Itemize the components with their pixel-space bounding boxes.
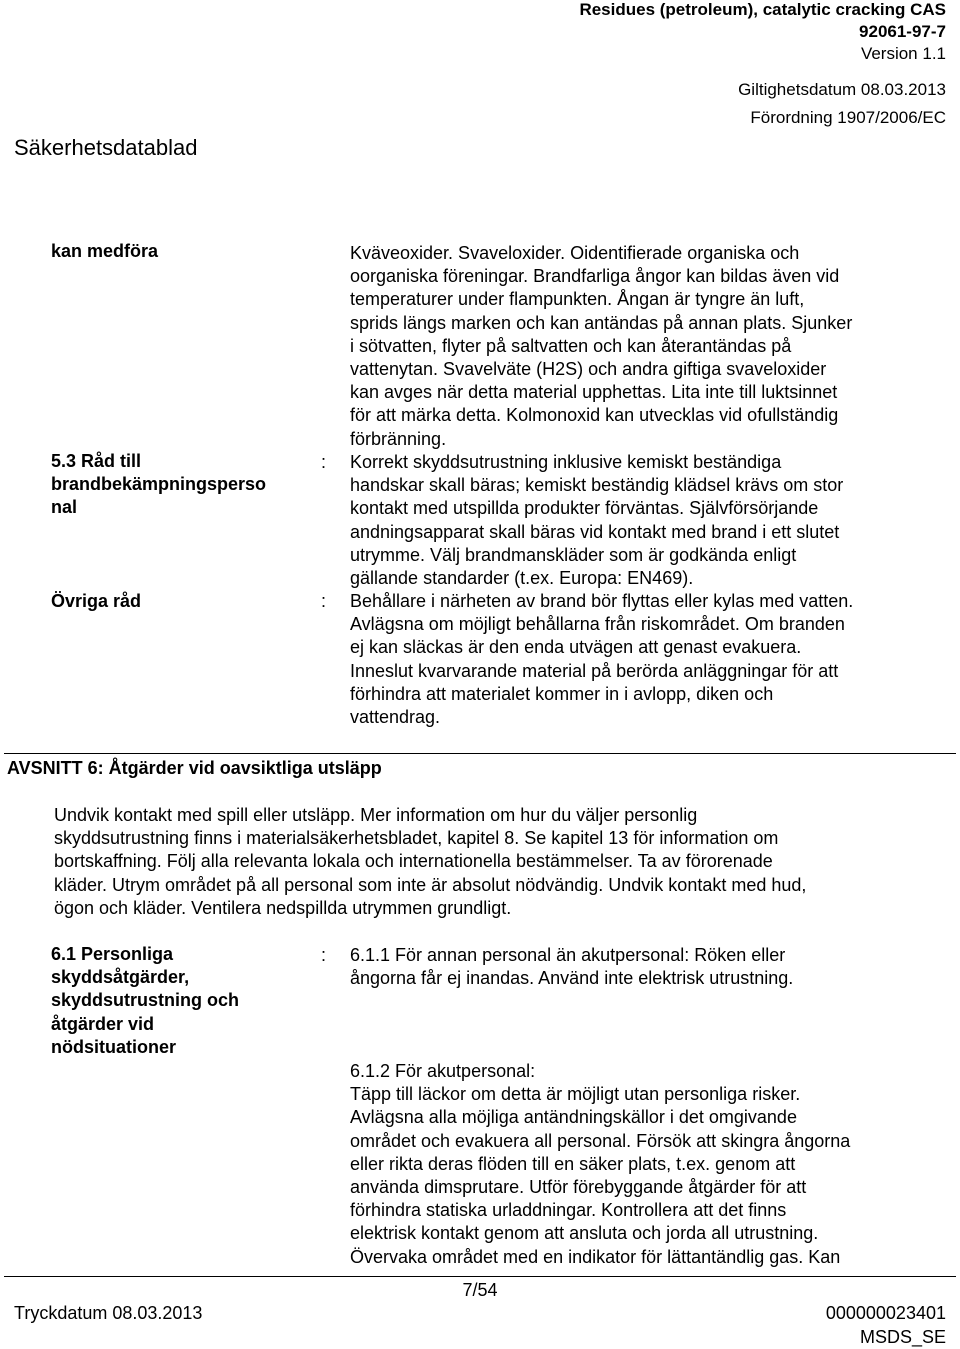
- s61-label: [51, 943, 239, 1059]
- text-line: eller rikta deras flöden till en säker plats, t.ex. genom att: [350, 1153, 796, 1174]
- text-line: för att märka detta. Kolmonoxid kan utvecklas vid ofullständig: [350, 405, 839, 426]
- kan-medfora-text: [350, 242, 920, 451]
- text-line: utrymme. Välj brandmanskläder som är godkända enligt: [350, 544, 797, 565]
- text-line: ej kan släckas är den enda utvägen att genast evakuera.: [350, 637, 802, 658]
- product-name: Residues (petroleum), catalytic cracking CAS: [579, 0, 946, 19]
- s61-part1-text: [350, 944, 920, 990]
- text-line: vattendrag.: [350, 707, 441, 728]
- text-line: 6.1.1 För annan personal än akutpersonal: Röken eller: [350, 945, 786, 965]
- version-label: Version 1.1: [860, 44, 946, 63]
- kan-medfora-label: kan medföra: [51, 241, 159, 261]
- text-line: Avlägsna om möjligt behållarna från riskområdet. Om branden: [350, 614, 845, 635]
- text-line: förbränning.: [350, 428, 447, 449]
- validity-date: Giltighetsdatum 08.03.2013: [738, 80, 946, 99]
- rad-brand-label: [51, 450, 266, 520]
- label-line: nal: [51, 497, 78, 518]
- text-line: Täpp till läckor om detta är möjligt utan personliga risker.: [350, 1084, 801, 1105]
- text-line: vattenytan. Svavelväte (H2S) och andra giftiga svaveloxider: [350, 359, 827, 380]
- text-line: andningsapparat skall bäras vid kontakt med brand i ett slutet: [350, 521, 840, 542]
- text-line: kontakt med utspillda produkter förväntas. Självförsörjande: [350, 498, 819, 519]
- text-line: Behållare i närheten av brand bör flyttas eller kylas med vatten.: [350, 591, 854, 611]
- text-line: Avlägsna alla möjliga antändningskällor i det omgivande: [350, 1107, 797, 1128]
- text-line: oorganiska föreningar. Brandfarliga ångor kan bildas även vid: [350, 266, 840, 287]
- label-line: skyddsåtgärder,: [51, 967, 190, 988]
- label-line: 5.3 Råd till: [51, 451, 142, 471]
- text-line: i sötvatten, flyter på saltvatten och kan återantändas på: [350, 335, 792, 356]
- text-line: temperaturer under flampunkten. Ångan är tyngre än luft,: [350, 289, 805, 310]
- text-line: förhindra statiska urladdningar. Kontrollera att det finns: [350, 1200, 787, 1221]
- text-line: förhindra att materialet kommer in i avlopp, diken och: [350, 683, 774, 704]
- text-line: Inneslut kvarvarande material på berörda anläggningar för att: [350, 660, 839, 681]
- ovriga-rad-text: [350, 590, 920, 729]
- colon-separator: :: [321, 945, 327, 965]
- text-line: bortskaffning. Följ alla relevanta lokala och internationella bestämmelser. Ta av förorenade: [54, 851, 773, 872]
- text-line: handskar skall bäras; kemiskt beständig klädsel krävs om stor: [350, 475, 844, 496]
- label-line: skyddsutrustning och: [51, 990, 240, 1011]
- s61-part2-text: [350, 1060, 920, 1269]
- document-title: Säkerhetsdatablad: [14, 135, 198, 160]
- text-line: ångorna får ej inandas. Använd inte elektrisk utrustning.: [350, 968, 794, 989]
- cas-number: 92061-97-7: [859, 22, 946, 41]
- text-line: kläder. Utrym området på all personal som inte är absolut nödvändig. Undvik kontakt med hud,: [54, 874, 807, 895]
- text-line: sprids längs marken och kan antändas på annan plats. Sjunker: [350, 312, 853, 333]
- text-line: 6.1.2 För akutpersonal:: [350, 1061, 536, 1081]
- text-line: området och evakuera all personal. Försök att skingra ångorna: [350, 1130, 851, 1151]
- label-line: åtgärder vid: [51, 1013, 155, 1034]
- regulation-label: Förordning 1907/2006/EC: [750, 108, 946, 127]
- section-divider: [4, 753, 956, 754]
- text-line: skyddsutrustning finns i materialsäkerhetsbladet, kapitel 8. Se kapitel 13 för information om: [54, 828, 779, 849]
- document-number: 000000023401: [825, 1303, 946, 1323]
- label-line: nödsituationer: [51, 1036, 176, 1057]
- text-line: Övervaka området med en indikator för lättantändlig gas. Kan: [350, 1246, 841, 1267]
- colon-separator: :: [321, 452, 327, 472]
- text-line: Korrekt skyddsutrustning inklusive kemiskt beständiga: [350, 452, 782, 472]
- text-line: ögon och kläder. Ventilera nedspillda utrymmen grundligt.: [54, 897, 512, 918]
- page-number: 7/54: [462, 1280, 498, 1300]
- ovriga-rad-label: Övriga råd: [51, 591, 142, 611]
- section6-intro: [54, 804, 934, 920]
- label-line: brandbekämpningsperso: [51, 474, 267, 495]
- footer-divider: [4, 1276, 956, 1277]
- text-line: kan avges när detta material upphettas. Lita inte till luktsinnet: [350, 382, 838, 403]
- label-line: 6.1 Personliga: [51, 944, 174, 964]
- text-line: elektrisk kontakt genom att ansluta och jorda all utrustning.: [350, 1223, 819, 1244]
- colon-separator: :: [321, 591, 327, 611]
- section6-heading: AVSNITT 6: Åtgärder vid oavsiktliga utsläpp: [7, 758, 382, 778]
- text-line: använda dimsprutare. Utför förebyggande åtgärder för att: [350, 1177, 807, 1198]
- text-line: Undvik kontakt med spill eller utsläpp. Mer information om hur du väljer personlig: [54, 805, 698, 825]
- print-date: Tryckdatum 08.03.2013: [14, 1303, 203, 1323]
- text-line: Kväveoxider. Svaveloxider. Oidentifierade organiska och: [350, 243, 800, 263]
- rad-brand-text: [350, 451, 920, 590]
- text-line: gällande standarder (t.ex. Europa: EN469).: [350, 568, 694, 589]
- document-code: MSDS_SE: [859, 1327, 946, 1347]
